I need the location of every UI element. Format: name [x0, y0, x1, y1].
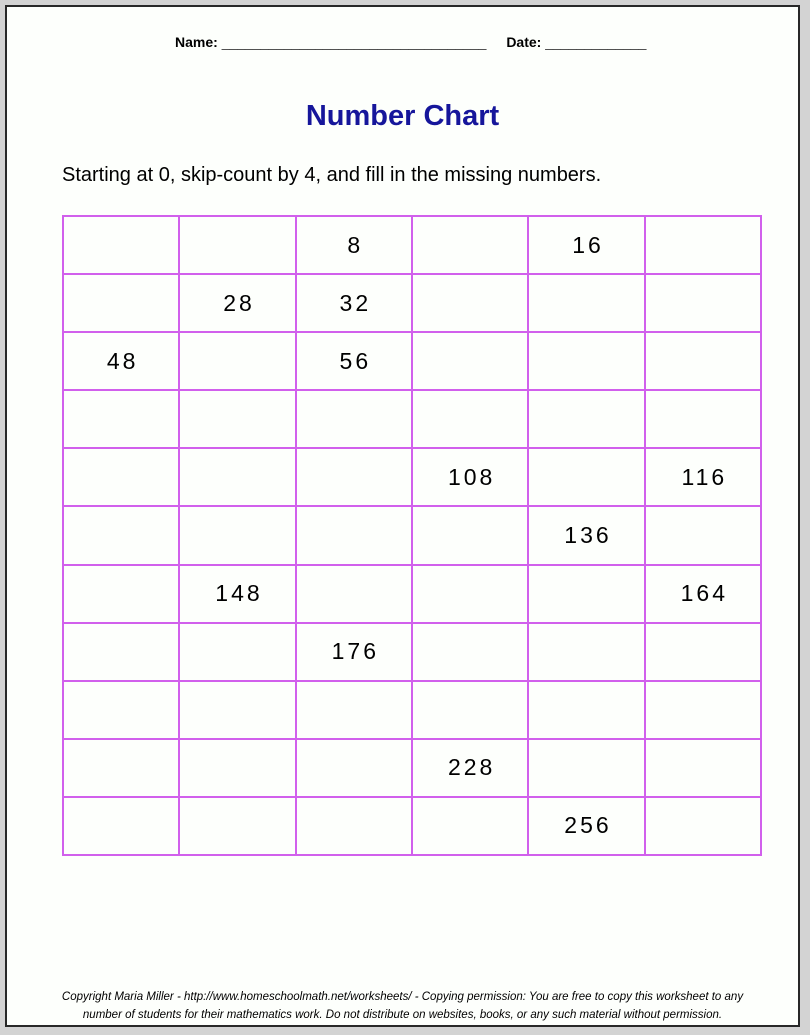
grid-cell-blank[interactable] — [64, 217, 178, 273]
grid-cell-blank[interactable] — [529, 391, 643, 447]
grid-cell-blank[interactable] — [646, 682, 760, 738]
grid-cell-filled: 176 — [297, 624, 411, 680]
grid-cell-blank[interactable] — [646, 333, 760, 389]
grid-cell-blank[interactable] — [529, 333, 643, 389]
grid-cell-blank[interactable] — [297, 566, 411, 622]
grid-cell-blank[interactable] — [413, 217, 527, 273]
grid-cell-filled: 16 — [529, 217, 643, 273]
grid-cell-blank[interactable] — [180, 507, 294, 563]
grid-cell-blank[interactable] — [529, 740, 643, 796]
grid-cell-blank[interactable] — [529, 275, 643, 331]
grid-cell-blank[interactable] — [646, 217, 760, 273]
grid-cell-blank[interactable] — [529, 682, 643, 738]
grid-cell-blank[interactable] — [180, 391, 294, 447]
grid-cell-blank[interactable] — [64, 798, 178, 854]
footer-line-2: number of students for their mathematics work. Do not distribute on websites, books, or any such material without permission. — [82, 1009, 723, 1021]
grid-cell-blank[interactable] — [180, 798, 294, 854]
grid-cell-filled: 48 — [64, 333, 178, 389]
grid-cell-filled: 108 — [413, 449, 527, 505]
grid-cell-blank[interactable] — [646, 624, 760, 680]
footer — [7, 988, 798, 1024]
grid-cell-blank[interactable] — [180, 682, 294, 738]
grid-cell-blank[interactable] — [180, 740, 294, 796]
name-label: Name: — [175, 34, 218, 50]
grid-cell-filled: 148 — [180, 566, 294, 622]
grid-cell-blank[interactable] — [413, 566, 527, 622]
grid-cell-blank[interactable] — [297, 798, 411, 854]
grid-cell-blank[interactable] — [64, 275, 178, 331]
grid-cell-blank[interactable] — [64, 566, 178, 622]
grid-cell-blank[interactable] — [180, 333, 294, 389]
grid-cell-filled: 32 — [297, 275, 411, 331]
grid-cell-filled: 136 — [529, 507, 643, 563]
grid-cell-blank[interactable] — [297, 682, 411, 738]
grid-cell-blank[interactable] — [297, 740, 411, 796]
grid-cell-blank[interactable] — [64, 507, 178, 563]
grid-cell-blank[interactable] — [529, 624, 643, 680]
grid-cell-blank[interactable] — [646, 275, 760, 331]
page-title: Number Chart — [305, 100, 500, 132]
grid-cell-blank[interactable] — [413, 507, 527, 563]
date-blank-line: _____________ — [545, 34, 647, 50]
grid-cell-blank[interactable] — [297, 507, 411, 563]
grid-cell-blank[interactable] — [413, 391, 527, 447]
grid-cell-filled: 228 — [413, 740, 527, 796]
grid-cell-blank[interactable] — [297, 449, 411, 505]
instruction-text: Starting at 0, skip-count by 4, and fill in the missing numbers. — [62, 164, 602, 186]
grid-cell-filled: 256 — [529, 798, 643, 854]
grid-cell-blank[interactable] — [180, 217, 294, 273]
number-grid — [62, 215, 762, 856]
grid-cell-blank[interactable] — [64, 449, 178, 505]
footer-line-1: Copyright Maria Miller - http://www.homeschoolmath.net/worksheets/ - Copying permission: You are free to copy this worksheet to any — [61, 991, 744, 1003]
grid-cell-blank[interactable] — [180, 449, 294, 505]
grid-cell-blank[interactable] — [646, 507, 760, 563]
grid-cell-blank[interactable] — [64, 391, 178, 447]
grid-cell-blank[interactable] — [529, 449, 643, 505]
grid-cell-blank[interactable] — [297, 391, 411, 447]
grid-cell-blank[interactable] — [64, 682, 178, 738]
grid-cell-blank[interactable] — [646, 391, 760, 447]
grid-cell-blank[interactable] — [64, 740, 178, 796]
grid-cell-filled: 164 — [646, 566, 760, 622]
grid-cell-blank[interactable] — [413, 333, 527, 389]
grid-cell-filled: 8 — [297, 217, 411, 273]
grid-cell-blank[interactable] — [529, 566, 643, 622]
grid-cell-blank[interactable] — [413, 275, 527, 331]
grid-cell-blank[interactable] — [413, 798, 527, 854]
name-date-row — [175, 34, 646, 50]
grid-cell-filled: 116 — [646, 449, 760, 505]
grid-cell-blank[interactable] — [646, 798, 760, 854]
grid-cell-blank[interactable] — [413, 624, 527, 680]
grid-cell-blank[interactable] — [646, 740, 760, 796]
date-label: Date: — [506, 34, 542, 50]
grid-cell-blank[interactable] — [64, 624, 178, 680]
grid-cell-filled: 28 — [180, 275, 294, 331]
grid-cell-blank[interactable] — [413, 682, 527, 738]
worksheet-page — [5, 5, 800, 1027]
grid-cell-filled: 56 — [297, 333, 411, 389]
grid-cell-blank[interactable] — [180, 624, 294, 680]
name-blank-line: __________________________________ — [221, 34, 487, 50]
